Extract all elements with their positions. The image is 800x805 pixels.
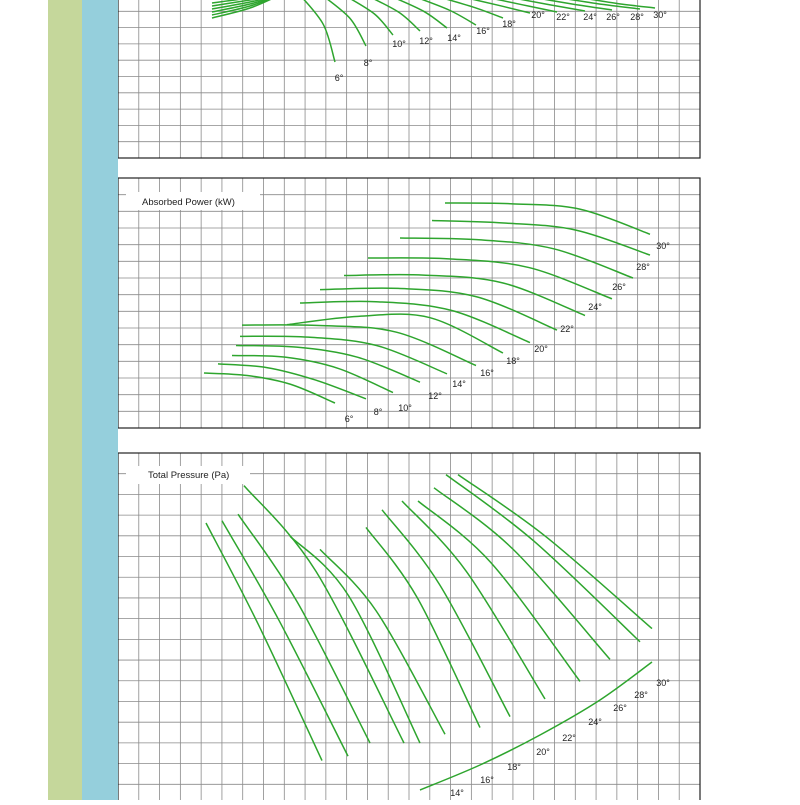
pressure-grid — [118, 453, 700, 800]
power-angle-label: 14° — [452, 379, 466, 389]
efficiency-grid — [118, 0, 700, 158]
efficiency-curve — [388, 0, 447, 28]
pressure-curve — [402, 501, 545, 699]
power-curve — [242, 325, 476, 366]
power-curve — [300, 301, 530, 342]
power-angle-label: 16° — [480, 368, 494, 378]
efficiency-angle-label: 22° — [556, 12, 570, 22]
power-angle-label: 18° — [506, 356, 520, 366]
power-angle-label: 30° — [656, 241, 670, 251]
pressure-curve — [222, 521, 348, 756]
pressure-curve — [418, 501, 580, 681]
efficiency-angle-label: 12° — [419, 36, 433, 46]
pressure-curve — [434, 488, 610, 660]
pressure-angle-label: 28° — [634, 690, 648, 700]
efficiency-angle-label: 26° — [606, 12, 620, 22]
efficiency-curve — [366, 0, 420, 31]
pressure-curve — [458, 475, 652, 629]
efficiency-angle-label: 8° — [363, 58, 373, 68]
green-axis-strip — [48, 0, 82, 800]
pressure-curve — [244, 486, 404, 743]
efficiency-angle-label: 6° — [334, 73, 344, 83]
power-curve — [445, 203, 650, 234]
power-angle-label: 26° — [612, 282, 626, 292]
pressure-angle-label: 18° — [507, 762, 521, 772]
power-angle-label: 12° — [428, 391, 442, 401]
power-curve — [432, 221, 650, 256]
pressure-angle-label: 20° — [536, 747, 550, 757]
power-angle-label: 8° — [373, 407, 383, 417]
power-angle-label: 28° — [636, 262, 650, 272]
pressure-angle-label: 30° — [656, 678, 670, 688]
efficiency-angle-label: 10° — [392, 39, 406, 49]
pressure-curve — [446, 475, 640, 642]
blue-axis-strip — [82, 0, 118, 800]
efficiency-angle-label: 18° — [502, 19, 516, 29]
power-angle-label: 20° — [534, 344, 548, 354]
pressure-angle-label: 16° — [480, 775, 494, 785]
efficiency-angle-label: 16° — [476, 26, 490, 36]
pressure-angle-label: 24° — [588, 717, 602, 727]
efficiency-angle-label: 28° — [630, 12, 644, 22]
power-curve — [204, 373, 335, 403]
efficiency-curve — [410, 0, 476, 25]
power-angle-label: 22° — [560, 324, 574, 334]
pressure-angle-label: 14° — [450, 788, 464, 798]
efficiency-angle-label: 30° — [653, 10, 667, 20]
power-angle-label: 24° — [588, 302, 602, 312]
pressure-angle-label: 26° — [613, 703, 627, 713]
power-curve — [287, 314, 503, 353]
power-angle-label: 10° — [398, 403, 412, 413]
efficiency-angle-label: 14° — [447, 33, 461, 43]
pressure-angle-label: 22° — [562, 733, 576, 743]
pressure-curve — [382, 510, 510, 717]
power-curve — [218, 364, 366, 399]
pressure-title: Total Pressure (Pa) — [148, 470, 230, 481]
power-title: Absorbed Power (kW) — [142, 197, 235, 208]
efficiency-angle-label: 20° — [531, 10, 545, 20]
efficiency-angle-label: 24° — [583, 12, 597, 22]
power-angle-label: 6° — [344, 414, 354, 424]
pressure-curve — [206, 523, 322, 761]
